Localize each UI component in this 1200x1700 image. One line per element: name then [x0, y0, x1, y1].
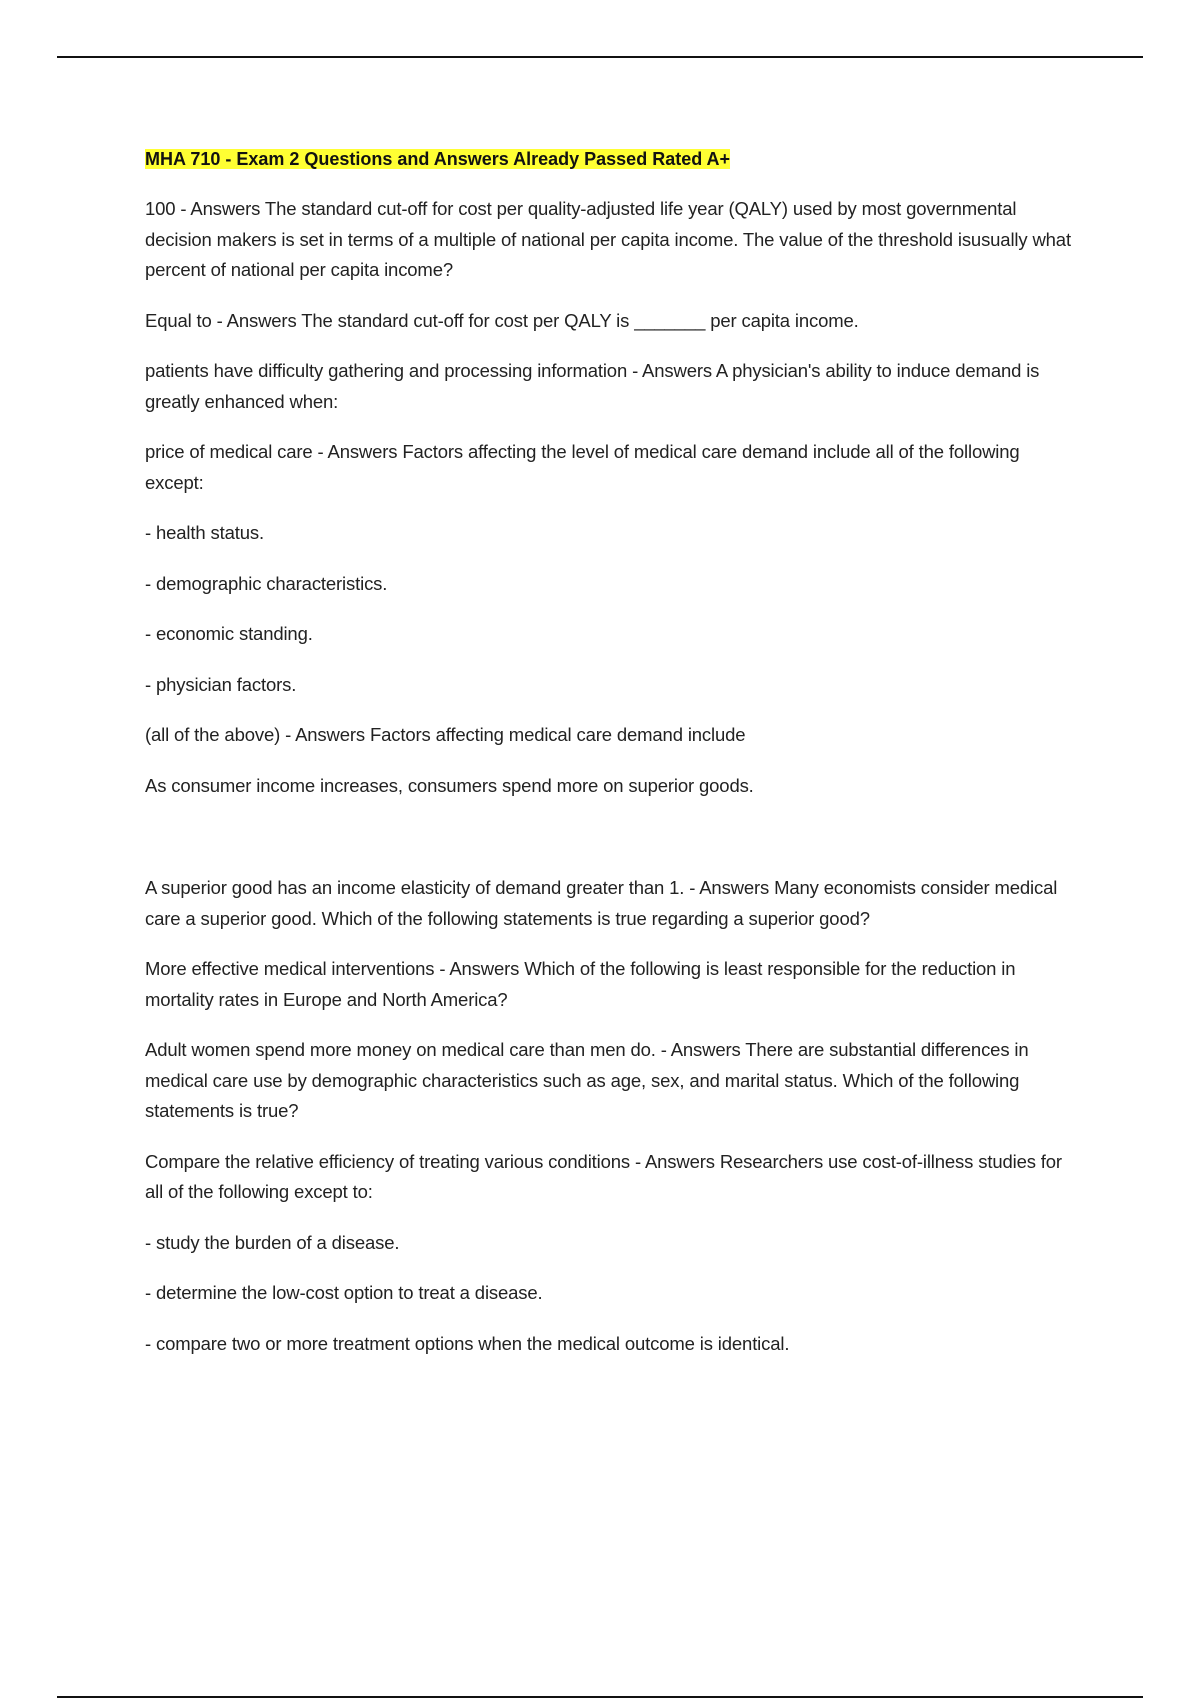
qa-paragraph: As consumer income increases, consumers spend more on superior goods. — [145, 774, 754, 796]
footer-rule — [57, 1696, 1143, 1698]
qa-paragraph: Equal to - Answers The standard cut-off for cost per QALY is _______ per capita income. — [145, 309, 859, 331]
option-line: - compare two or more treatment options when the medical outcome is identical. — [145, 1332, 790, 1354]
option-line: - demographic characteristics. — [145, 572, 388, 594]
qa-paragraph: More effective medical interventions - Answers Which of the following is least responsible for the reduction in mortality rates in Europe and North America? — [145, 958, 1016, 1010]
qa-paragraph: 100 - Answers The standard cut-off for cost per quality-adjusted life year (QALY) used by most governmental decision makers is set in terms of a multiple of national per capita income. The value of the threshold isusually what percent of national per capita income? — [145, 198, 1071, 280]
blank-gap — [145, 821, 1075, 873]
option-line: - physician factors. — [145, 673, 297, 695]
document-body — [145, 145, 1075, 1379]
option-line: - study the burden of a disease. — [145, 1231, 400, 1253]
option-line: - determine the low-cost option to treat a disease. — [145, 1282, 543, 1303]
qa-paragraph: Compare the relative efficiency of treating various conditions - Answers Researchers use cost-of-illness studies for all of the following except to: — [145, 1150, 1062, 1202]
qa-paragraph: Adult women spend more money on medical care than men do. - Answers There are substantial differences in medical care use by demographic characteristics such as age, sex, and marital status. Which of the following statements is true? — [145, 1039, 1029, 1121]
option-line: - health status. — [145, 522, 264, 543]
option-line: - economic standing. — [145, 623, 313, 644]
document-title: MHA 710 - Exam 2 Questions and Answers Already Passed Rated A+ — [145, 149, 731, 169]
qa-paragraph: (all of the above) - Answers Factors affecting medical care demand include — [145, 724, 746, 745]
qa-paragraph: A superior good has an income elasticity of demand greater than 1. - Answers Many economists consider medical care a superior good. Which of the following statements is true regarding a superior good? — [145, 877, 1058, 929]
qa-paragraph: patients have difficulty gathering and processing information - Answers A physician's ability to induce demand is greatly enhanced when: — [145, 360, 1040, 412]
title-line — [145, 145, 1075, 175]
header-rule — [57, 56, 1143, 58]
qa-paragraph: price of medical care - Answers Factors affecting the level of medical care demand include all of the following except: — [145, 441, 1020, 493]
